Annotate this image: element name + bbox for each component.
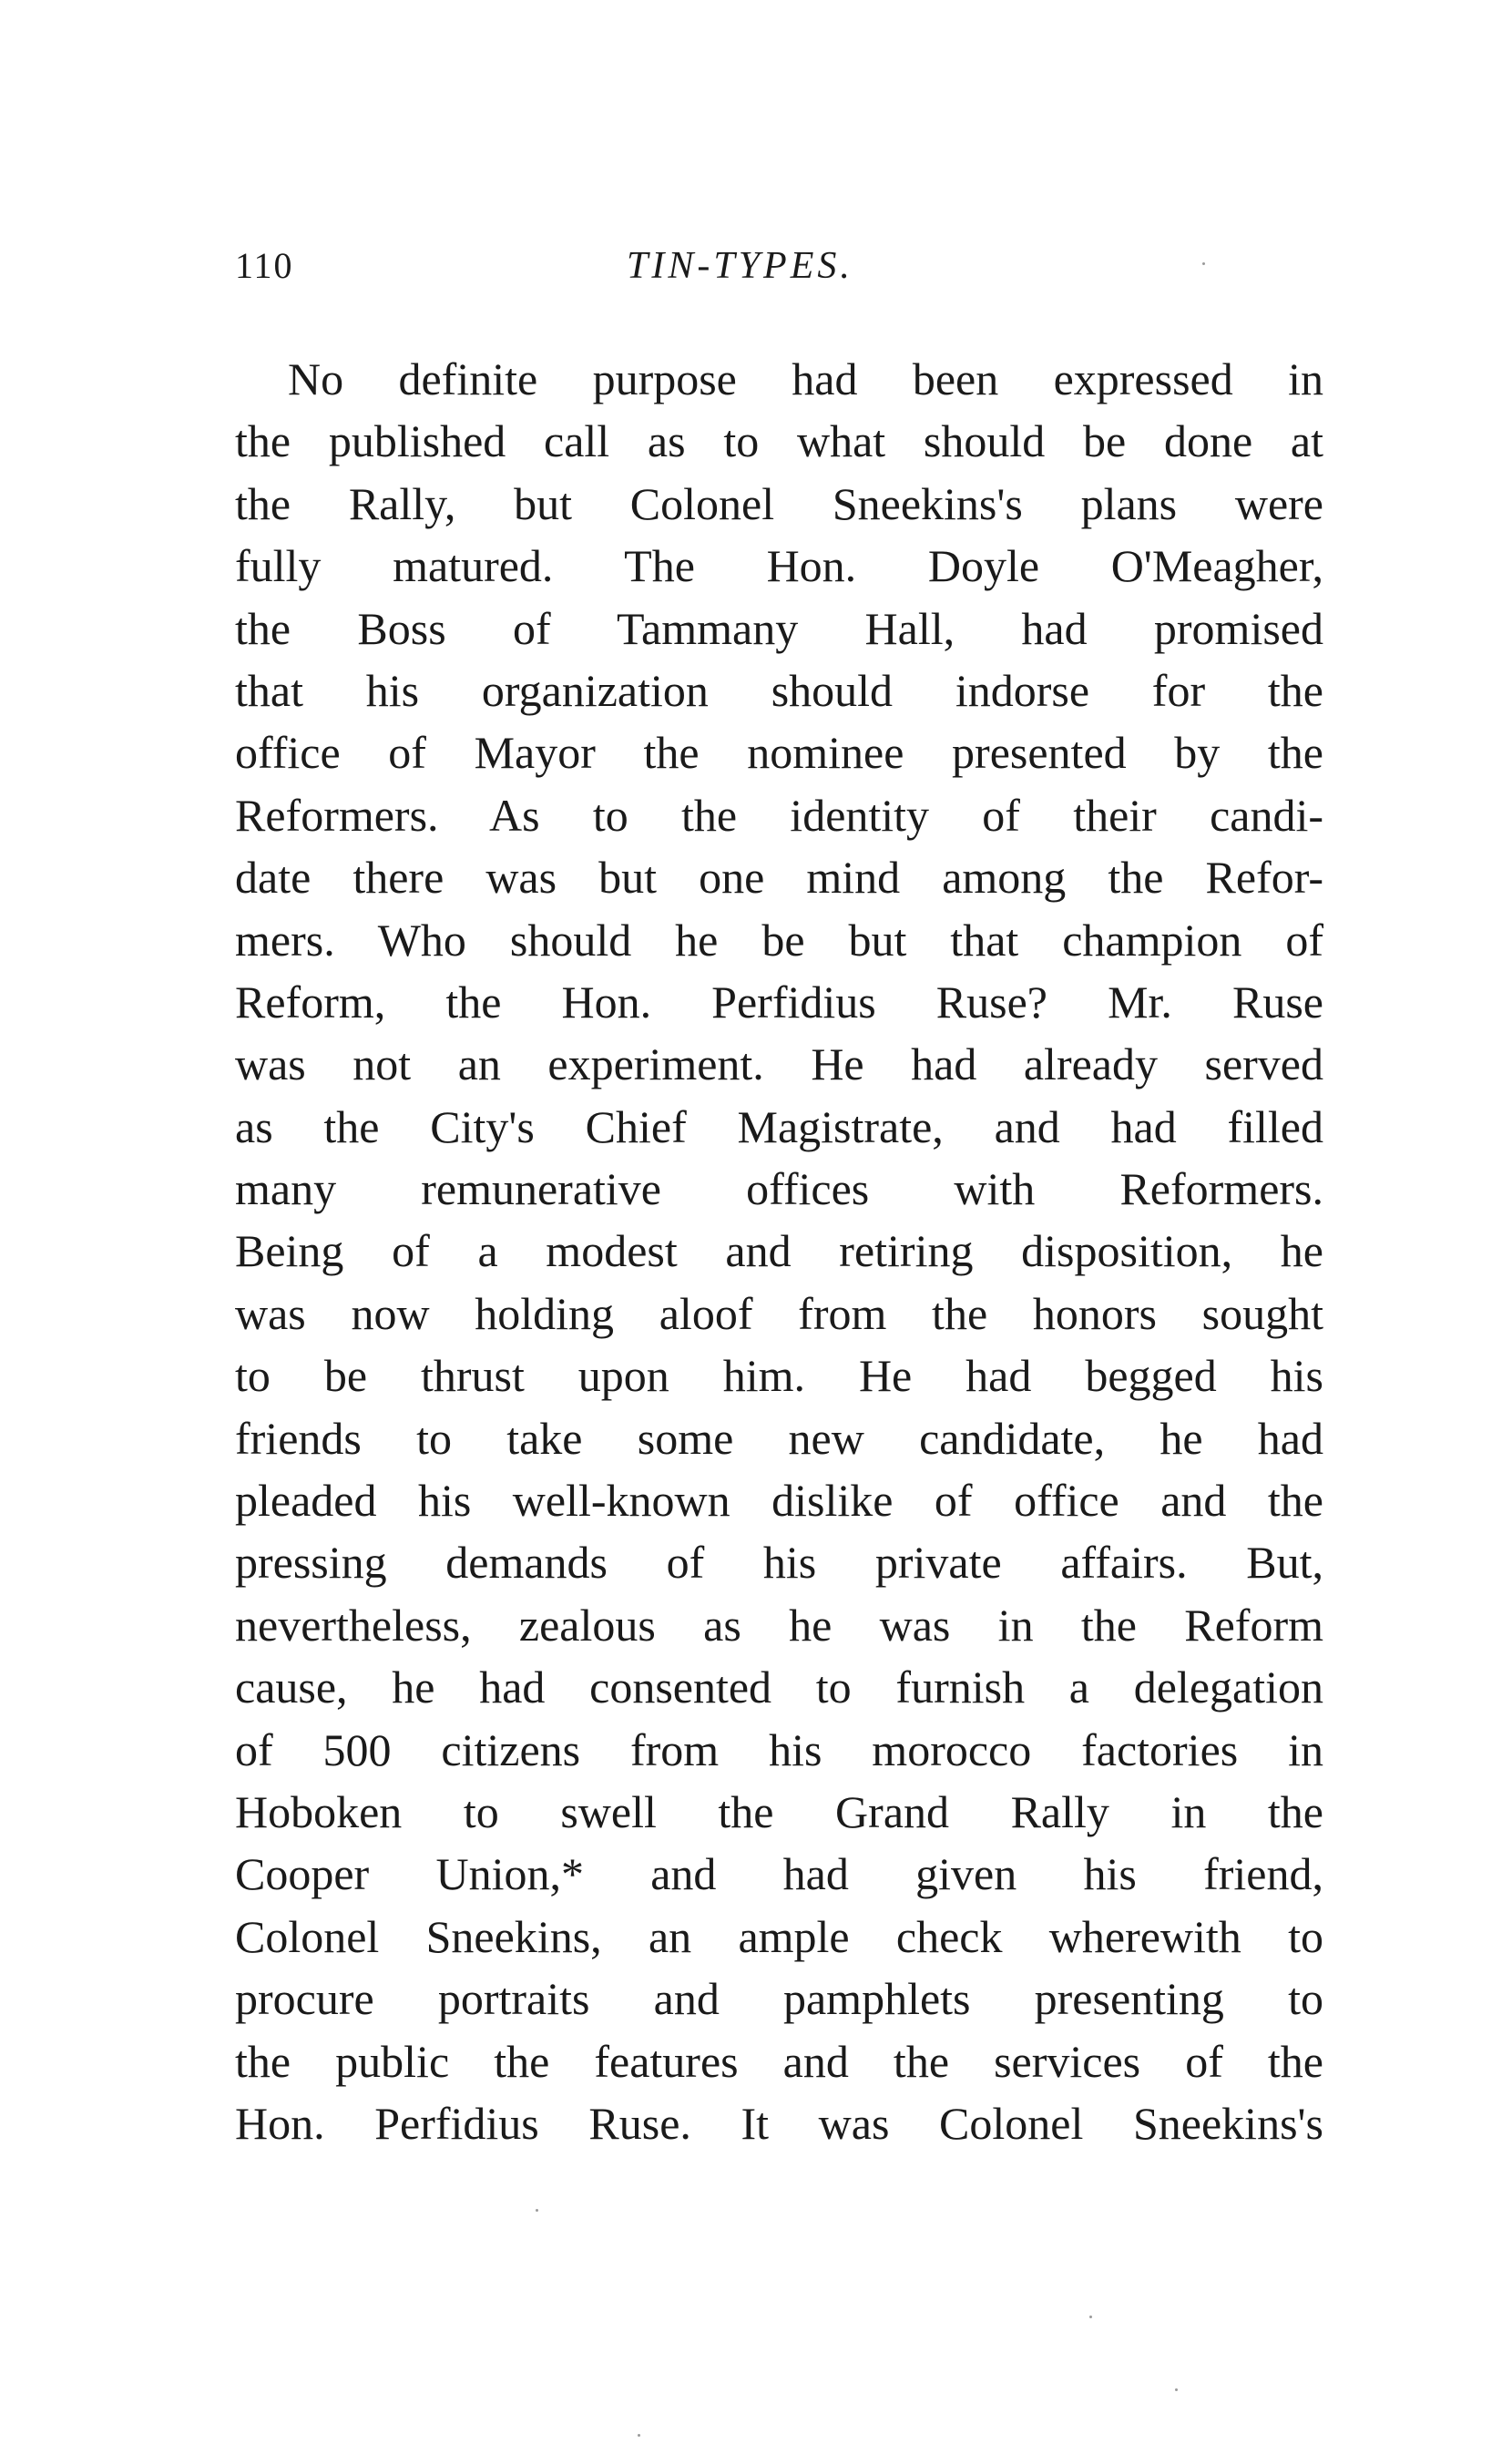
body-paragraph xyxy=(235,348,1323,2154)
text-line: that his organization should indorse for the xyxy=(235,664,1323,716)
text-line: the published call as to what should be done at xyxy=(235,415,1323,467)
text-line: procure portraits and pamphlets presenting to xyxy=(235,1973,1323,2025)
text-line: as the City's Chief Magistrate, and had filled xyxy=(235,1100,1323,1152)
text-line: the public the features and the services of the xyxy=(235,2035,1323,2087)
text-line: to be thrust upon him. He had begged his xyxy=(235,1350,1323,1402)
text-line: pleaded his well-known dislike of office and the xyxy=(235,1475,1323,1527)
scan-speck xyxy=(638,2434,640,2437)
text-line: cause, he had consented to furnish a delegation xyxy=(235,1662,1323,1713)
text-line: was now holding aloof from the honors sought xyxy=(235,1287,1323,1339)
text-line: Reform, the Hon. Perfidius Ruse? Mr. Ruse xyxy=(235,976,1323,1028)
text-line: Hon. Perfidius Ruse. It was Colonel Sneekins's xyxy=(235,2097,1323,2149)
text-line: was not an experiment. He had already served xyxy=(235,1038,1323,1090)
text-line: Being of a modest and retiring disposition, he xyxy=(235,1225,1323,1277)
text-line: pressing demands of his private affairs. But, xyxy=(235,1537,1323,1589)
text-line: of 500 citizens from his morocco factories in xyxy=(235,1723,1323,1775)
text-line: many remunerative offices with Reformers. xyxy=(235,1163,1323,1215)
text-line: Reformers. As to the identity of their candi- xyxy=(235,789,1323,841)
text-line: Hoboken to swell the Grand Rally in the xyxy=(235,1785,1323,1837)
scan-speck xyxy=(1202,262,1205,265)
text-line: nevertheless, zealous as he was in the Reform xyxy=(235,1599,1323,1651)
scan-speck xyxy=(536,2209,538,2212)
text-line: friends to take some new candidate, he had xyxy=(235,1412,1323,1464)
scan-speck xyxy=(1175,2388,1178,2391)
text-line: the Rally, but Colonel Sneekins's plans were xyxy=(235,477,1323,529)
text-line: office of Mayor the nominee presented by the xyxy=(235,727,1323,779)
text-line: mers. Who should he be but that champion of xyxy=(235,914,1323,966)
scan-speck xyxy=(1089,2316,1092,2318)
running-head xyxy=(235,244,1323,299)
text-line: Colonel Sneekins, an ample check wherewith to xyxy=(235,1910,1323,1962)
text-line: fully matured. The Hon. Doyle O'Meagher, xyxy=(235,540,1323,592)
text-line: No definite purpose had been expressed in xyxy=(288,353,1323,404)
page-number: 110 xyxy=(235,245,294,286)
running-title: TIN-TYPES. xyxy=(627,245,853,287)
text-line: the Boss of Tammany Hall, had promised xyxy=(235,602,1323,654)
text-line: Cooper Union,* and had given his friend, xyxy=(235,1848,1323,1900)
text-line: date there was but one mind among the Refor- xyxy=(235,852,1323,904)
